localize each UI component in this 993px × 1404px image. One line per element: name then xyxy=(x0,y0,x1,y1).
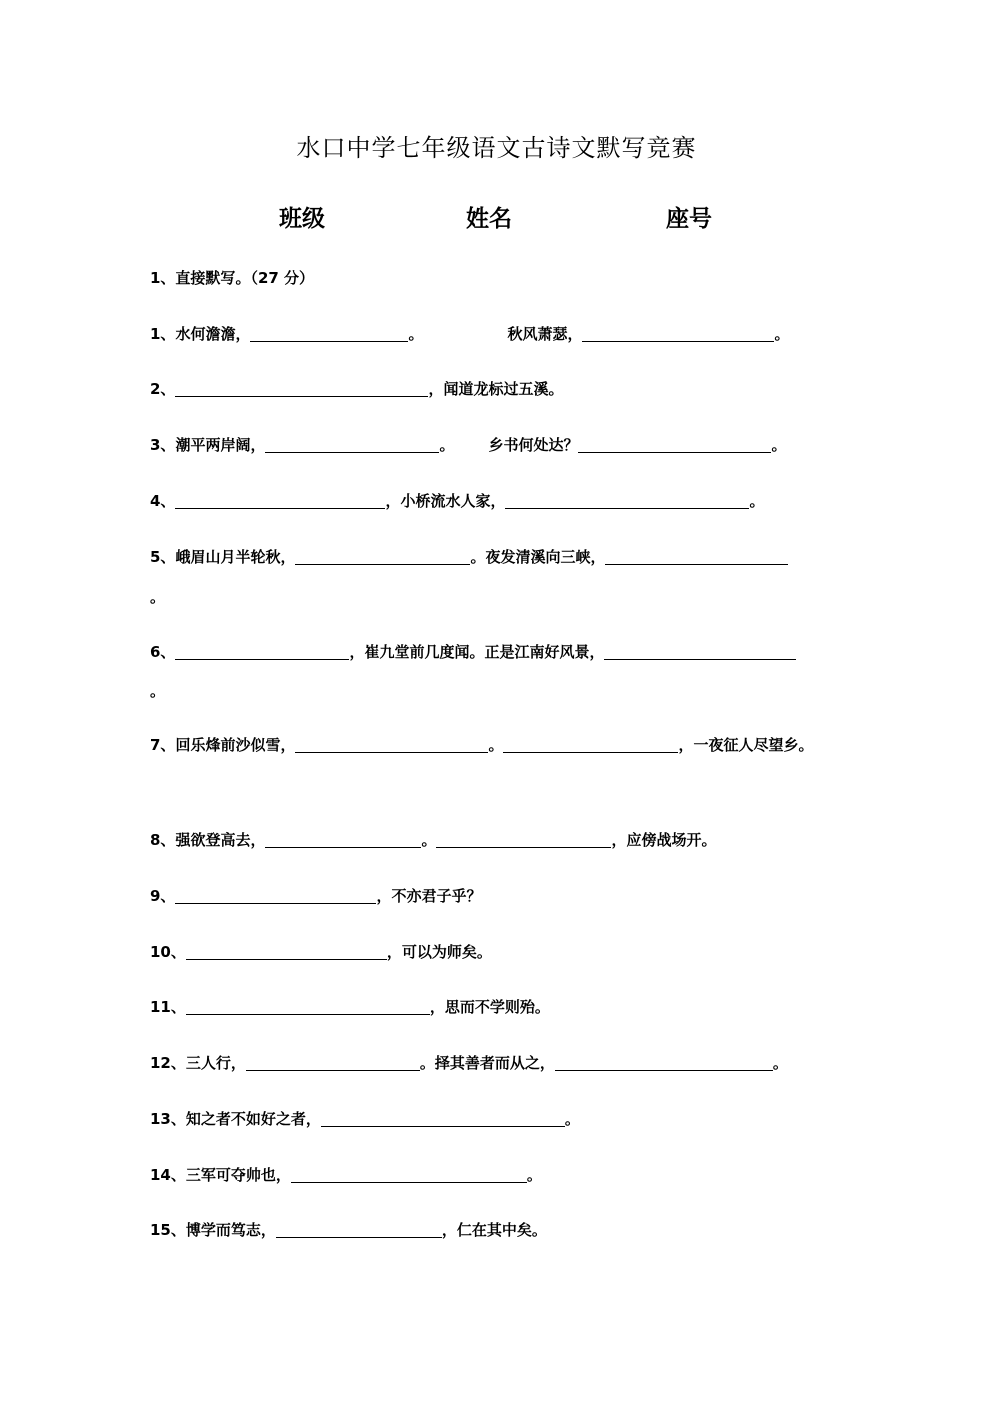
question-text: 。 xyxy=(408,325,424,343)
question-text: 。 xyxy=(771,436,787,454)
question-11 xyxy=(150,997,550,1017)
answer-blank[interactable] xyxy=(175,380,428,397)
question-text: 。 xyxy=(421,831,437,849)
answer-blank[interactable] xyxy=(291,1166,527,1183)
question-text: ，可以为师矣。 xyxy=(386,943,492,961)
answer-blank[interactable] xyxy=(295,548,470,565)
question-text: 。 xyxy=(772,1054,788,1072)
question-8 xyxy=(150,830,716,850)
question-7 xyxy=(150,735,813,755)
question-text: 。 xyxy=(488,736,504,754)
answer-blank[interactable] xyxy=(175,492,385,509)
question-number: 5、 xyxy=(150,548,176,566)
question-1 xyxy=(150,324,790,344)
question-text: 。 xyxy=(749,492,765,510)
question-4 xyxy=(150,491,764,511)
question-text: ，崔九堂前几度闻。正是江南好风景， xyxy=(349,643,605,661)
question-15 xyxy=(150,1220,547,1240)
question-6 xyxy=(150,642,796,662)
question-number: 12、 xyxy=(150,1054,186,1072)
answer-blank[interactable] xyxy=(321,1110,565,1127)
question-text: ，思而不学则殆。 xyxy=(429,998,550,1016)
question-text: 峨眉山月半轮秋， xyxy=(175,548,296,566)
question-3 xyxy=(150,435,787,455)
question-number: 11、 xyxy=(150,998,186,1016)
answer-blank[interactable] xyxy=(578,436,771,453)
question-text: 。择其善者而从之， xyxy=(419,1054,555,1072)
question-number: 14、 xyxy=(150,1166,186,1184)
question-number: 13、 xyxy=(150,1110,186,1128)
question-text: 。 xyxy=(439,436,455,454)
question-text: 博学而笃志， xyxy=(185,1221,276,1239)
question-text: 。 xyxy=(526,1166,542,1184)
question-12 xyxy=(150,1053,788,1073)
answer-blank[interactable] xyxy=(505,492,749,509)
question-text: 三军可夺帅也， xyxy=(185,1166,291,1184)
question-number: 10、 xyxy=(150,943,186,961)
question-text: 知之者不如好之者， xyxy=(185,1110,321,1128)
answer-blank[interactable] xyxy=(295,736,488,753)
question-text: ，仁在其中矣。 xyxy=(441,1221,547,1239)
answer-blank[interactable] xyxy=(250,325,408,342)
answer-blank[interactable] xyxy=(436,831,611,848)
page-title: 水口中学七年级语文古诗文默写竞赛 xyxy=(296,134,697,162)
question-text: 回乐烽前沙似雪， xyxy=(175,736,296,754)
question-number: 3、 xyxy=(150,436,176,454)
answer-blank[interactable] xyxy=(503,736,678,753)
answer-blank[interactable] xyxy=(186,943,387,960)
answer-blank[interactable] xyxy=(175,887,376,904)
question-text: 。 xyxy=(564,1110,580,1128)
section-heading: 1、直接默写。（27 分） xyxy=(150,269,315,287)
question-text: ，闻道龙标过五溪。 xyxy=(428,380,564,398)
answer-blank[interactable] xyxy=(265,831,421,848)
answer-blank[interactable] xyxy=(246,1054,420,1071)
answer-blank[interactable] xyxy=(555,1054,773,1071)
question-13 xyxy=(150,1109,580,1129)
question-text: 。夜发清溪向三峡， xyxy=(470,548,606,566)
question-6-tail: 。 xyxy=(150,682,166,700)
question-5-tail: 。 xyxy=(150,588,166,606)
answer-blank[interactable] xyxy=(175,643,349,660)
answer-blank[interactable] xyxy=(186,998,430,1015)
question-2 xyxy=(150,379,563,399)
question-text: 。 xyxy=(774,325,790,343)
question-number: 6、 xyxy=(150,643,176,661)
question-number: 1、 xyxy=(150,325,176,343)
question-number: 4、 xyxy=(150,492,176,510)
name-label: 姓名 xyxy=(466,206,512,232)
question-text: 三人行， xyxy=(185,1054,246,1072)
answer-blank[interactable] xyxy=(604,643,796,660)
question-text: 潮平两岸阔， xyxy=(175,436,266,454)
question-text: 水何澹澹， xyxy=(175,325,251,343)
question-number: 2、 xyxy=(150,380,176,398)
question-text: 强欲登高去， xyxy=(175,831,266,849)
question-14 xyxy=(150,1165,542,1185)
question-text: ，小桥流水人家， xyxy=(385,492,506,510)
question-number: 7、 xyxy=(150,736,176,754)
answer-blank[interactable] xyxy=(276,1221,442,1238)
question-text: ，应傍战场开。 xyxy=(611,831,717,849)
question-text: ，一夜征人尽望乡。 xyxy=(678,736,814,754)
question-text: 乡书何处达？ xyxy=(488,436,579,454)
question-text: 秋风萧瑟， xyxy=(507,325,583,343)
question-5 xyxy=(150,547,788,567)
seat-label: 座号 xyxy=(666,206,712,232)
answer-blank[interactable] xyxy=(582,325,774,342)
question-number: 15、 xyxy=(150,1221,186,1239)
question-10 xyxy=(150,942,492,962)
answer-blank[interactable] xyxy=(265,436,439,453)
class-label: 班级 xyxy=(279,206,325,232)
answer-blank[interactable] xyxy=(605,548,788,565)
question-text: ，不亦君子乎？ xyxy=(376,887,482,905)
question-9 xyxy=(150,886,481,906)
question-number: 8、 xyxy=(150,831,176,849)
question-number: 9、 xyxy=(150,887,176,905)
